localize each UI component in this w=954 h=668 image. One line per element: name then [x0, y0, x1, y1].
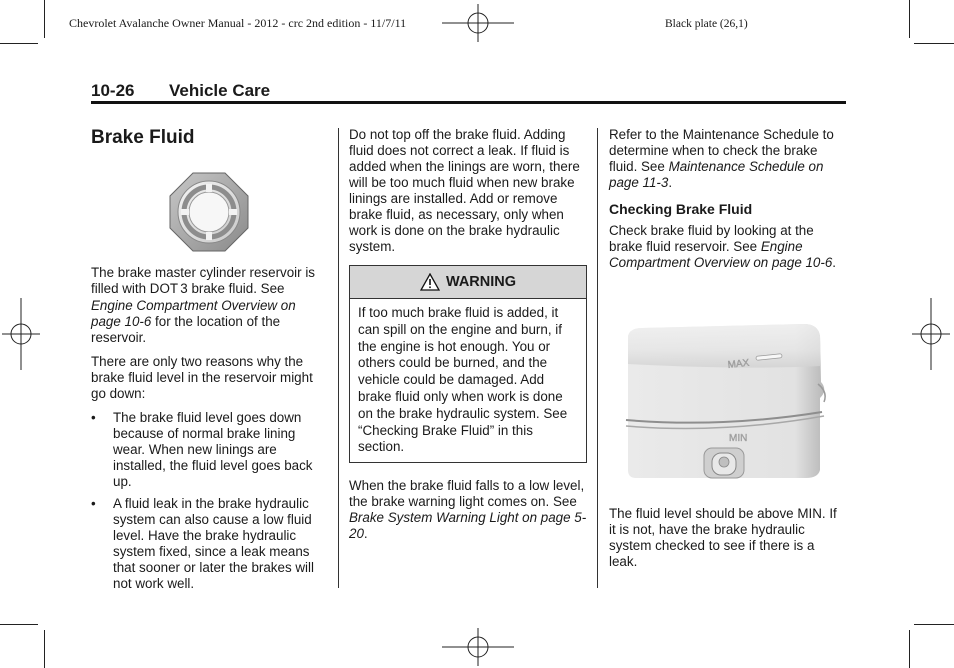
paragraph: There are only two reasons why the brake fluid level in the reservoir might go down:	[91, 354, 313, 401]
column-1	[91, 265, 327, 598]
max-marking: MAX	[727, 357, 750, 371]
bullet-icon: •	[91, 410, 96, 425]
registration-mark-icon	[912, 298, 950, 370]
list-item: • A fluid leak in the brake hydraulic system can also cause a low fluid level. Have the brake hydraulic system fixed, since a leak means that sooner or later the brakes will not work well.	[91, 496, 314, 591]
crop-mark	[0, 624, 38, 625]
cross-reference: Engine Compartment Overview on page 10-6	[91, 298, 296, 329]
paragraph: When the brake fluid falls to a low level, the brake warning light comes on. See Brake System Warning Light on page 5-20.	[349, 478, 587, 541]
reason-list	[91, 410, 327, 592]
paragraph: Check brake fluid by looking at the brake fluid reservoir. See Engine Compartment Overview on page 10-6.	[609, 223, 837, 270]
paragraph: Refer to the Maintenance Schedule to determine when to check the brake fluid. See Maintenance Schedule on page 11-3.	[609, 127, 834, 190]
column-2	[349, 127, 587, 263]
warning-header	[350, 266, 586, 299]
crop-mark	[914, 43, 954, 44]
section-title: Brake Fluid	[91, 127, 195, 148]
warning-text: If too much brake fluid is added, it can spill on the engine and burn, if the engine is hot enough. You or others could be burned, and the vehicle could be damaged. Add brake fluid only when work is done on the brake hydraulic system. See “Checking Brake Fluid” in this section.	[358, 305, 568, 455]
brake-fluid-reservoir-illustration	[622, 320, 827, 482]
subheading: Checking Brake Fluid	[609, 201, 753, 217]
registration-mark-icon	[442, 628, 514, 666]
cross-reference: Maintenance Schedule on page 11-3	[609, 159, 824, 190]
paragraph: Do not top off the brake fluid. Adding fluid does not correct a leak. If fluid is added when the linings are worn, there will be too much fluid when new brake linings are installed. Add or remove brake fluid, as necessary, only when work is done on the brake hydraulic system.	[349, 127, 580, 254]
chapter-title: Vehicle Care	[169, 81, 271, 100]
column-3	[609, 127, 845, 279]
min-marking: MIN	[729, 433, 748, 444]
plate-label: Black plate (26,1)	[665, 18, 748, 30]
crop-mark	[909, 630, 910, 668]
warning-label: WARNING	[445, 274, 517, 290]
crop-mark	[44, 630, 45, 668]
crop-mark	[44, 0, 45, 38]
warning-triangle-icon	[420, 273, 440, 291]
page-heading	[91, 81, 270, 101]
cross-reference: Engine Compartment Overview on page 10-6	[609, 239, 833, 270]
plate-title: Chevrolet Avalanche Owner Manual - 2012 - crc 2nd edition - 11/7/11	[69, 16, 407, 30]
crop-mark	[909, 0, 910, 38]
crop-mark	[914, 624, 954, 625]
column-divider	[338, 128, 339, 588]
column-3-lower	[609, 506, 845, 578]
list-item: • The brake fluid level goes down because of normal brake lining wear. When new linings are installed, the fluid level goes back up.	[91, 410, 313, 489]
registration-mark-icon	[442, 4, 514, 42]
paragraph: The brake master cylinder reservoir is filled with DOT 3 brake fluid. See Engine Compartment Overview on page 10-6 for the location of the reservoir.	[91, 265, 315, 345]
warning-box	[349, 265, 587, 463]
column-2-lower	[349, 478, 587, 550]
crop-mark	[0, 43, 38, 44]
header-rule	[91, 101, 846, 104]
column-divider	[597, 128, 598, 588]
registration-mark-icon	[2, 298, 40, 370]
page-number: 10-26	[91, 81, 135, 100]
bullet-icon: •	[91, 496, 96, 511]
brake-fluid-cap-icon	[169, 172, 249, 252]
cross-reference: Brake System Warning Light on page 5-20	[349, 510, 587, 541]
paragraph: The fluid level should be above MIN. If it is not, have the brake hydraulic system checked to see if there is a leak.	[609, 506, 837, 569]
